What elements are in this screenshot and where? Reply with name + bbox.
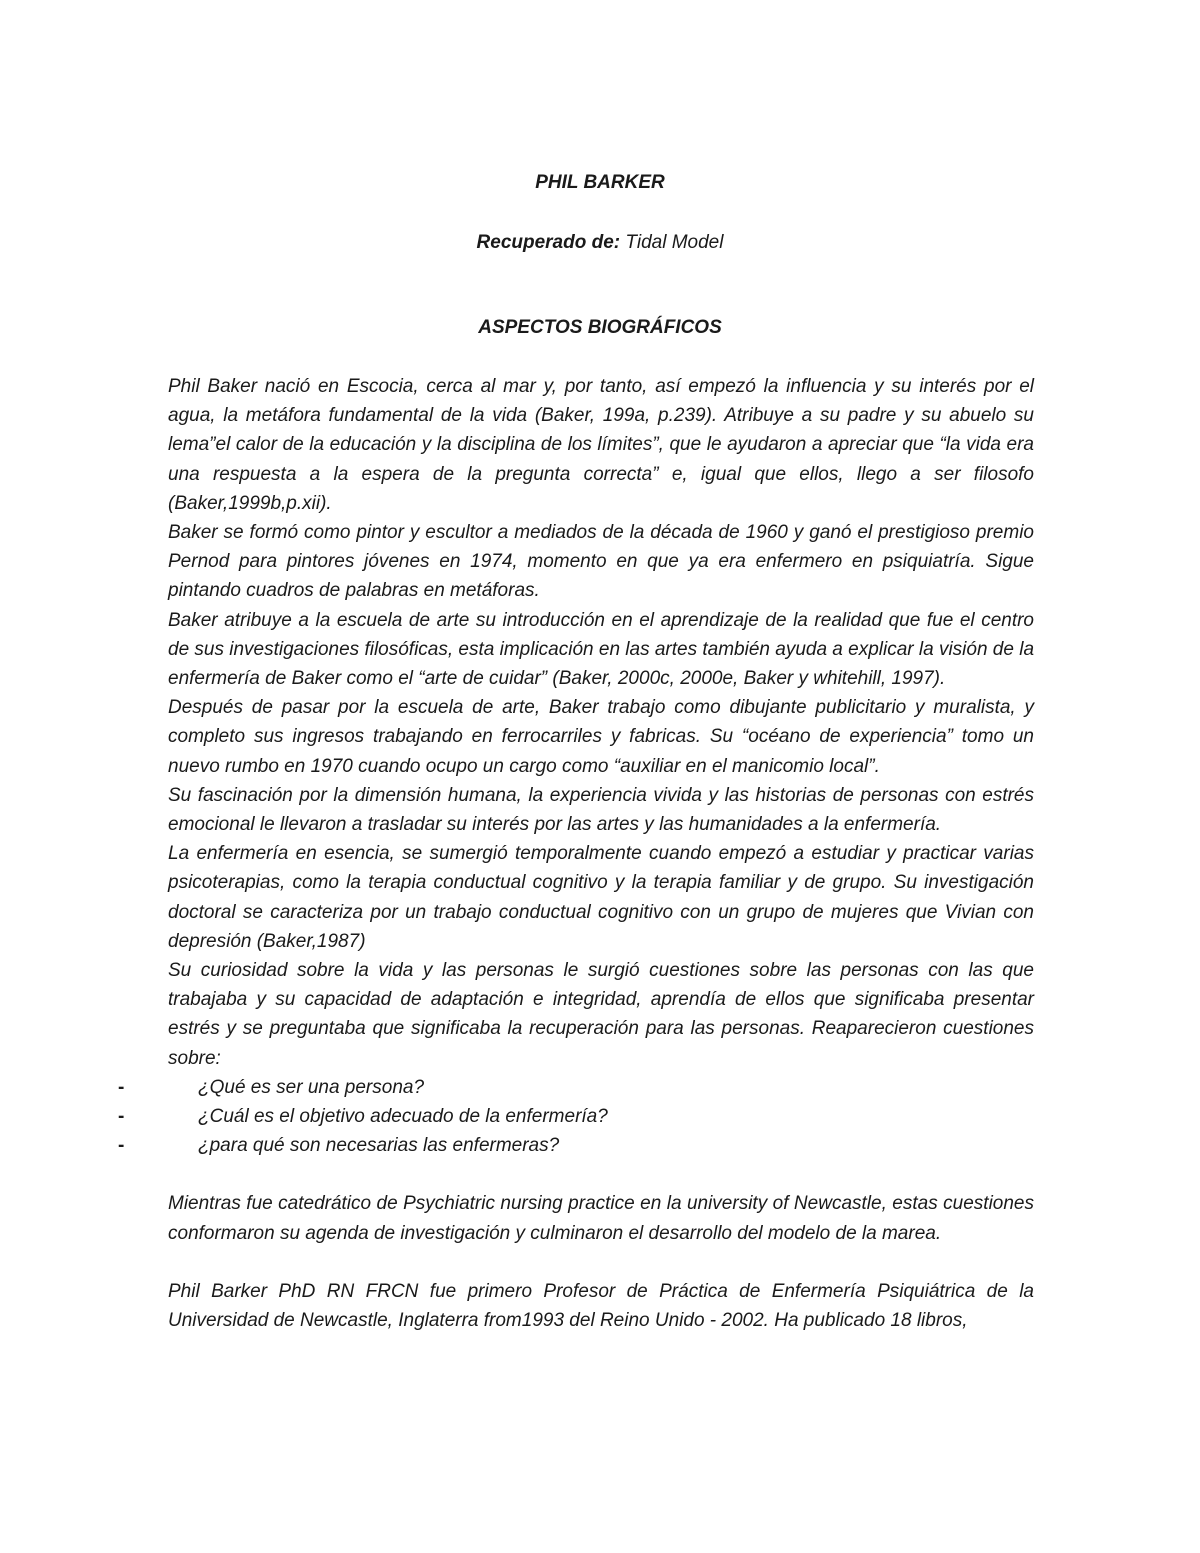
paragraph: La enfermería en esencia, se sumergió temporalmente cuando empezó a estudiar y practicar varias psicoterapias, como la terapia conductual cognitivo y la terapia familiar y de grupo. Su investigación doctoral se caracteriza por un trabajo conductual cognitivo con un grupo de mujeres que Vivian con depresión (Baker,1987) bbox=[168, 843, 1034, 952]
paragraph-spacer bbox=[168, 1160, 1034, 1189]
list-item bbox=[118, 1102, 1034, 1131]
paragraph: Baker atribuye a la escuela de arte su introducción en el aprendizaje de la realidad que fue el centro de sus investigaciones filosóficas, esta implicación en las artes también ayuda a explicar la visión de la enfermería de Baker como el “arte de cuidar” (Baker, 2000c, 2000e, Baker y whitehill, 1997). bbox=[168, 609, 1035, 690]
paragraph: Phil Baker nació en Escocia, cerca al mar y, por tanto, así empezó la influencia y su interés por el agua, la metáfora fundamental de la vida (Baker, 199a, p.239). Atribuye a su padre y su abuelo su lema”el calor de la educación y la disciplina de los límites”, que le ayudaron a apreciar que “la vida era una respuesta a la espera de la pregunta correcta” e, igual que ellos, llego a ser filosofo (Baker,1999b,p.xii). bbox=[168, 376, 1034, 514]
source-value: Tidal Model bbox=[620, 232, 724, 253]
document-title: PHIL BARKER bbox=[535, 172, 665, 193]
list-item-text: ¿Cuál es el objetivo adecuado de la enfermería? bbox=[198, 1106, 608, 1128]
section-heading: ASPECTOS BIOGRÁFICOS bbox=[478, 317, 722, 338]
source-line bbox=[0, 232, 1200, 254]
bullet-marker: - bbox=[118, 1135, 125, 1157]
source-label: Recuperado de: bbox=[476, 232, 621, 253]
list-item-text: ¿para qué son necesarias las enfermeras? bbox=[198, 1135, 560, 1157]
list-item-text: ¿Qué es ser una persona? bbox=[198, 1076, 425, 1098]
paragraph: Su curiosidad sobre la vida y las personas le surgió cuestiones sobre las personas con las que trabajaba y su capacidad de adaptación e integridad, aprendía de ellos que significaba presentar estrés y se preguntaba que significaba la recuperación para las personas. Reaparecieron cuestiones sobre: bbox=[168, 960, 1034, 1069]
bullet-marker: - bbox=[118, 1076, 125, 1098]
list-item bbox=[118, 1131, 1034, 1160]
body-text bbox=[118, 372, 1035, 1335]
question-list bbox=[118, 1073, 1034, 1161]
list-item bbox=[118, 1073, 1034, 1102]
paragraph: Su fascinación por la dimensión humana, la experiencia vivida y las historias de personas con estrés emocional le llevaron a trasladar su interés por las artes y las humanidades a la enfermería. bbox=[168, 784, 1034, 836]
paragraph-spacer bbox=[168, 1248, 1034, 1277]
paragraph: Baker se formó como pintor y escultor a mediados de la década de 1960 y ganó el prestigioso premio Pernod para pintores jóvenes en 1974, momento en que ya era enfermero en psiquiatría. Sigue pintando cuadros de palabras en metáforas. bbox=[168, 522, 1034, 602]
paragraph: Phil Barker PhD RN FRCN fue primero Profesor de Práctica de Enfermería Psiquiátrica de la Universidad de Newcastle, Inglaterra from1993 del Reino Unido - 2002. Ha publicado 18 libros, bbox=[168, 1280, 1034, 1332]
paragraph: Después de pasar por la escuela de arte, Baker trabajo como dibujante publicitario y muralista, y completo sus ingresos trabajando en ferrocarriles y fabricas. Su “océano de experiencia” tomo un nuevo rumbo en 1970 cuando ocupo un cargo como “auxiliar en el manicomio local”. bbox=[168, 697, 1034, 777]
paragraph: Mientras fue catedrático de Psychiatric nursing practice en la university of Newcastle, estas cuestiones conformaron su agenda de investigación y culminaron el desarrollo del modelo de la marea. bbox=[168, 1193, 1034, 1244]
bullet-marker: - bbox=[118, 1106, 125, 1128]
